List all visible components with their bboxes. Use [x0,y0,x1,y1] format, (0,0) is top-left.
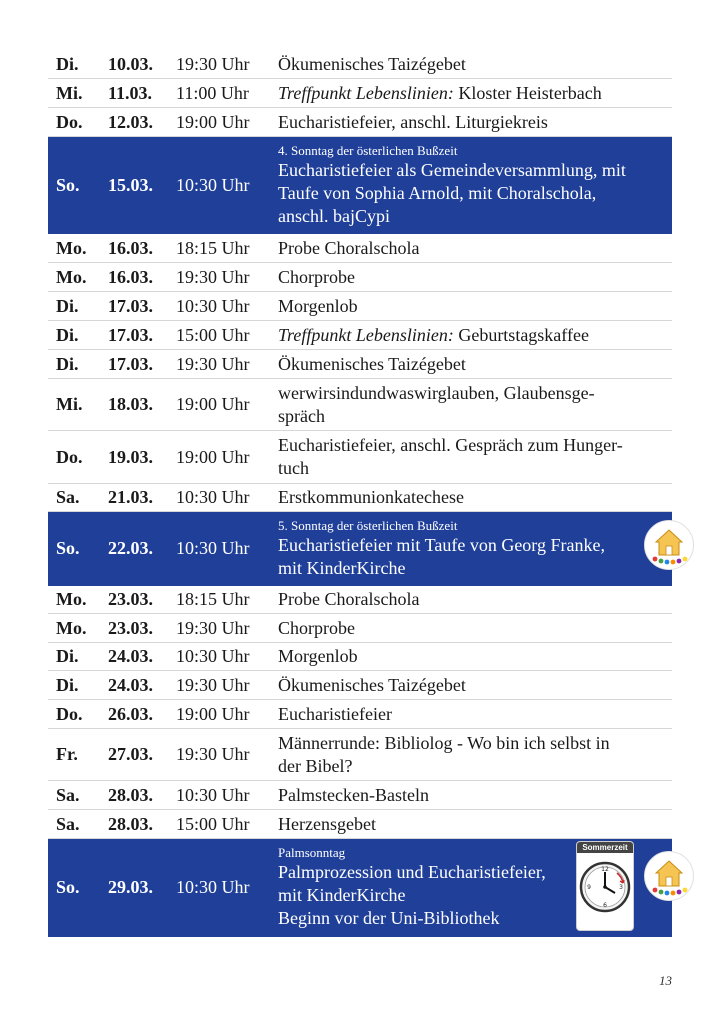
event-time: 10:30 Uhr [176,538,250,558]
event-description [278,382,672,428]
event-date: 16.03. [108,237,153,258]
event-day: Sa. [56,784,80,805]
event-time: 19:30 Uhr [176,744,250,764]
event-day: Di. [56,295,79,316]
event-date: 17.03. [108,353,153,374]
event-title-italic: Treffpunkt Lebenslinien: [278,324,454,345]
event-title: Ökumenisches Taizégebet [278,353,466,374]
event-day: Mo. [56,617,87,638]
event-time: 10:30 Uhr [176,487,250,507]
event-date: 26.03. [108,703,153,724]
event-title [278,324,672,347]
event-day: Mo. [56,266,87,287]
event-day: Di. [56,353,79,374]
event-time: 18:15 Uhr [176,589,250,609]
event-line: anschl. bajCypi [278,205,390,226]
event-time: 10:30 Uhr [176,174,250,195]
event-date: 17.03. [108,295,153,316]
event-row [48,79,672,108]
event-date: 12.03. [108,111,153,132]
event-date: 10.03. [108,53,153,74]
event-time: 11:00 Uhr [176,82,249,103]
event-line: Beginn vor der Uni-Bibliothek [278,908,500,928]
event-description [278,143,672,228]
event-day: Mi. [56,394,83,414]
event-time: 19:30 Uhr [176,617,250,638]
event-day: Do. [56,703,83,724]
event-date: 28.03. [108,784,153,805]
event-time: 10:30 Uhr [176,295,250,316]
event-day: So. [56,538,80,558]
event-title: Ökumenisches Taizégebet [278,674,466,695]
event-line: Palmprozession und Eucharistiefeier, [278,862,546,882]
event-day: Mi. [56,82,83,103]
event-title: Probe Choralschola [278,589,420,609]
event-time: 10:30 Uhr [176,646,250,666]
event-line: werwirsindundwaswirglauben, Glaubensge- [278,382,595,403]
event-day: Di. [56,53,79,74]
svg-text:6: 6 [603,902,607,909]
event-title: Probe Choralschola [278,237,420,258]
event-date: 27.03. [108,744,153,764]
event-description [278,732,672,778]
event-title-rest: Kloster Heisterbach [453,82,602,103]
event-title: Herzensgebet [278,813,376,834]
event-day: Sa. [56,487,80,507]
event-date: 15.03. [108,174,153,195]
event-line: spräch [278,405,325,426]
event-day: Mo. [56,237,87,258]
event-date: 24.03. [108,646,153,666]
event-date: 22.03. [108,538,153,558]
event-row [48,350,672,379]
event-row-highlight [48,839,672,937]
event-time: 19:30 Uhr [176,674,250,695]
event-title: Morgenlob [278,646,358,666]
summer-time-clock-icon [576,841,634,931]
event-day: Di. [56,674,79,695]
event-time: 19:30 Uhr [176,266,250,287]
summer-time-label: Sommerzeit [577,842,633,853]
event-time: 18:15 Uhr [176,237,250,258]
event-time: 15:00 Uhr [176,813,250,834]
event-title: Chorprobe [278,266,355,287]
event-row [48,484,672,512]
event-date: 11.03. [108,82,153,103]
event-title: Chorprobe [278,617,355,638]
event-row [48,614,672,643]
event-date: 21.03. [108,487,153,507]
event-time: 19:00 Uhr [176,111,250,132]
kinderkirche-logo-icon [644,520,694,570]
event-row [48,810,672,839]
event-line: der Bibel? [278,755,353,776]
event-row [48,671,672,700]
event-row [48,643,672,671]
event-schedule [48,50,672,937]
event-time: 19:00 Uhr [176,394,250,414]
event-time: 10:30 Uhr [176,877,250,897]
event-title-rest: Geburtstagskaffee [453,324,589,345]
event-title [278,82,672,105]
event-day: Di. [56,324,79,345]
event-time: 19:00 Uhr [176,446,250,467]
event-time: 19:30 Uhr [176,53,250,74]
event-date: 24.03. [108,674,153,695]
event-title-italic: Treffpunkt Lebenslinien: [278,82,454,103]
event-time: 19:30 Uhr [176,353,250,374]
event-day: Sa. [56,813,80,834]
event-date: 17.03. [108,324,153,345]
event-line: mit KinderKirche [278,557,406,578]
event-time: 10:30 Uhr [176,784,250,805]
event-title: Palmstecken-Basteln [278,784,429,805]
svg-text:3: 3 [619,884,623,891]
svg-text:12: 12 [601,866,609,873]
event-day: Do. [56,111,83,132]
event-date: 29.03. [108,877,153,897]
liturgical-occasion: 5. Sonntag der österlichen Bußzeit [278,517,458,533]
event-time: 15:00 Uhr [176,324,250,345]
event-line: mit KinderKirche [278,885,406,905]
event-date: 16.03. [108,266,153,287]
kinderkirche-logo-icon [644,851,694,901]
event-date: 18.03. [108,394,153,414]
event-row [48,321,672,350]
event-row-highlight [48,137,672,234]
event-line: Eucharistiefeier als Gemeindeversammlung, mit [278,159,626,180]
event-row [48,700,672,729]
event-row [48,781,672,810]
event-day: So. [56,174,80,195]
event-row [48,263,672,292]
event-description [278,845,672,930]
event-row [48,431,672,484]
event-line: Taufe von Sophia Arnold, mit Choralschola, [278,182,597,203]
event-line: Eucharistiefeier mit Taufe von Georg Franke, [278,534,605,555]
event-row [48,379,672,431]
event-title: Morgenlob [278,295,358,316]
event-day: Do. [56,446,83,467]
event-row [48,234,672,263]
event-date: 28.03. [108,813,153,834]
event-title: Ökumenisches Taizégebet [278,53,466,74]
event-row [48,292,672,321]
event-row [48,586,672,614]
event-line: Eucharistiefeier, anschl. Gespräch zum Hunger- [278,435,623,455]
event-day: Fr. [56,744,78,764]
event-title: Eucharistiefeier, anschl. Liturgiekreis [278,111,548,132]
event-date: 19.03. [108,446,153,467]
event-row [48,108,672,137]
event-row [48,50,672,79]
event-description [278,518,672,580]
event-row [48,729,672,781]
liturgical-occasion: Palmsonntag [278,845,346,860]
svg-text:9: 9 [587,884,591,891]
event-row-highlight [48,512,672,586]
event-date: 23.03. [108,617,153,638]
event-time: 19:00 Uhr [176,703,250,724]
liturgical-occasion: 4. Sonntag der österlichen Bußzeit [278,142,458,158]
event-date: 23.03. [108,589,153,609]
event-line: Männerrunde: Bibliolog - Wo bin ich selbst in [278,732,610,753]
event-title: Eucharistiefeier [278,703,392,724]
event-day: Mo. [56,589,87,609]
event-day: So. [56,877,80,897]
page-number: 13 [659,973,672,988]
event-description [278,434,672,480]
event-line: tuch [278,458,309,478]
event-day: Di. [56,646,79,666]
event-title: Erstkommunionkatechese [278,487,464,507]
